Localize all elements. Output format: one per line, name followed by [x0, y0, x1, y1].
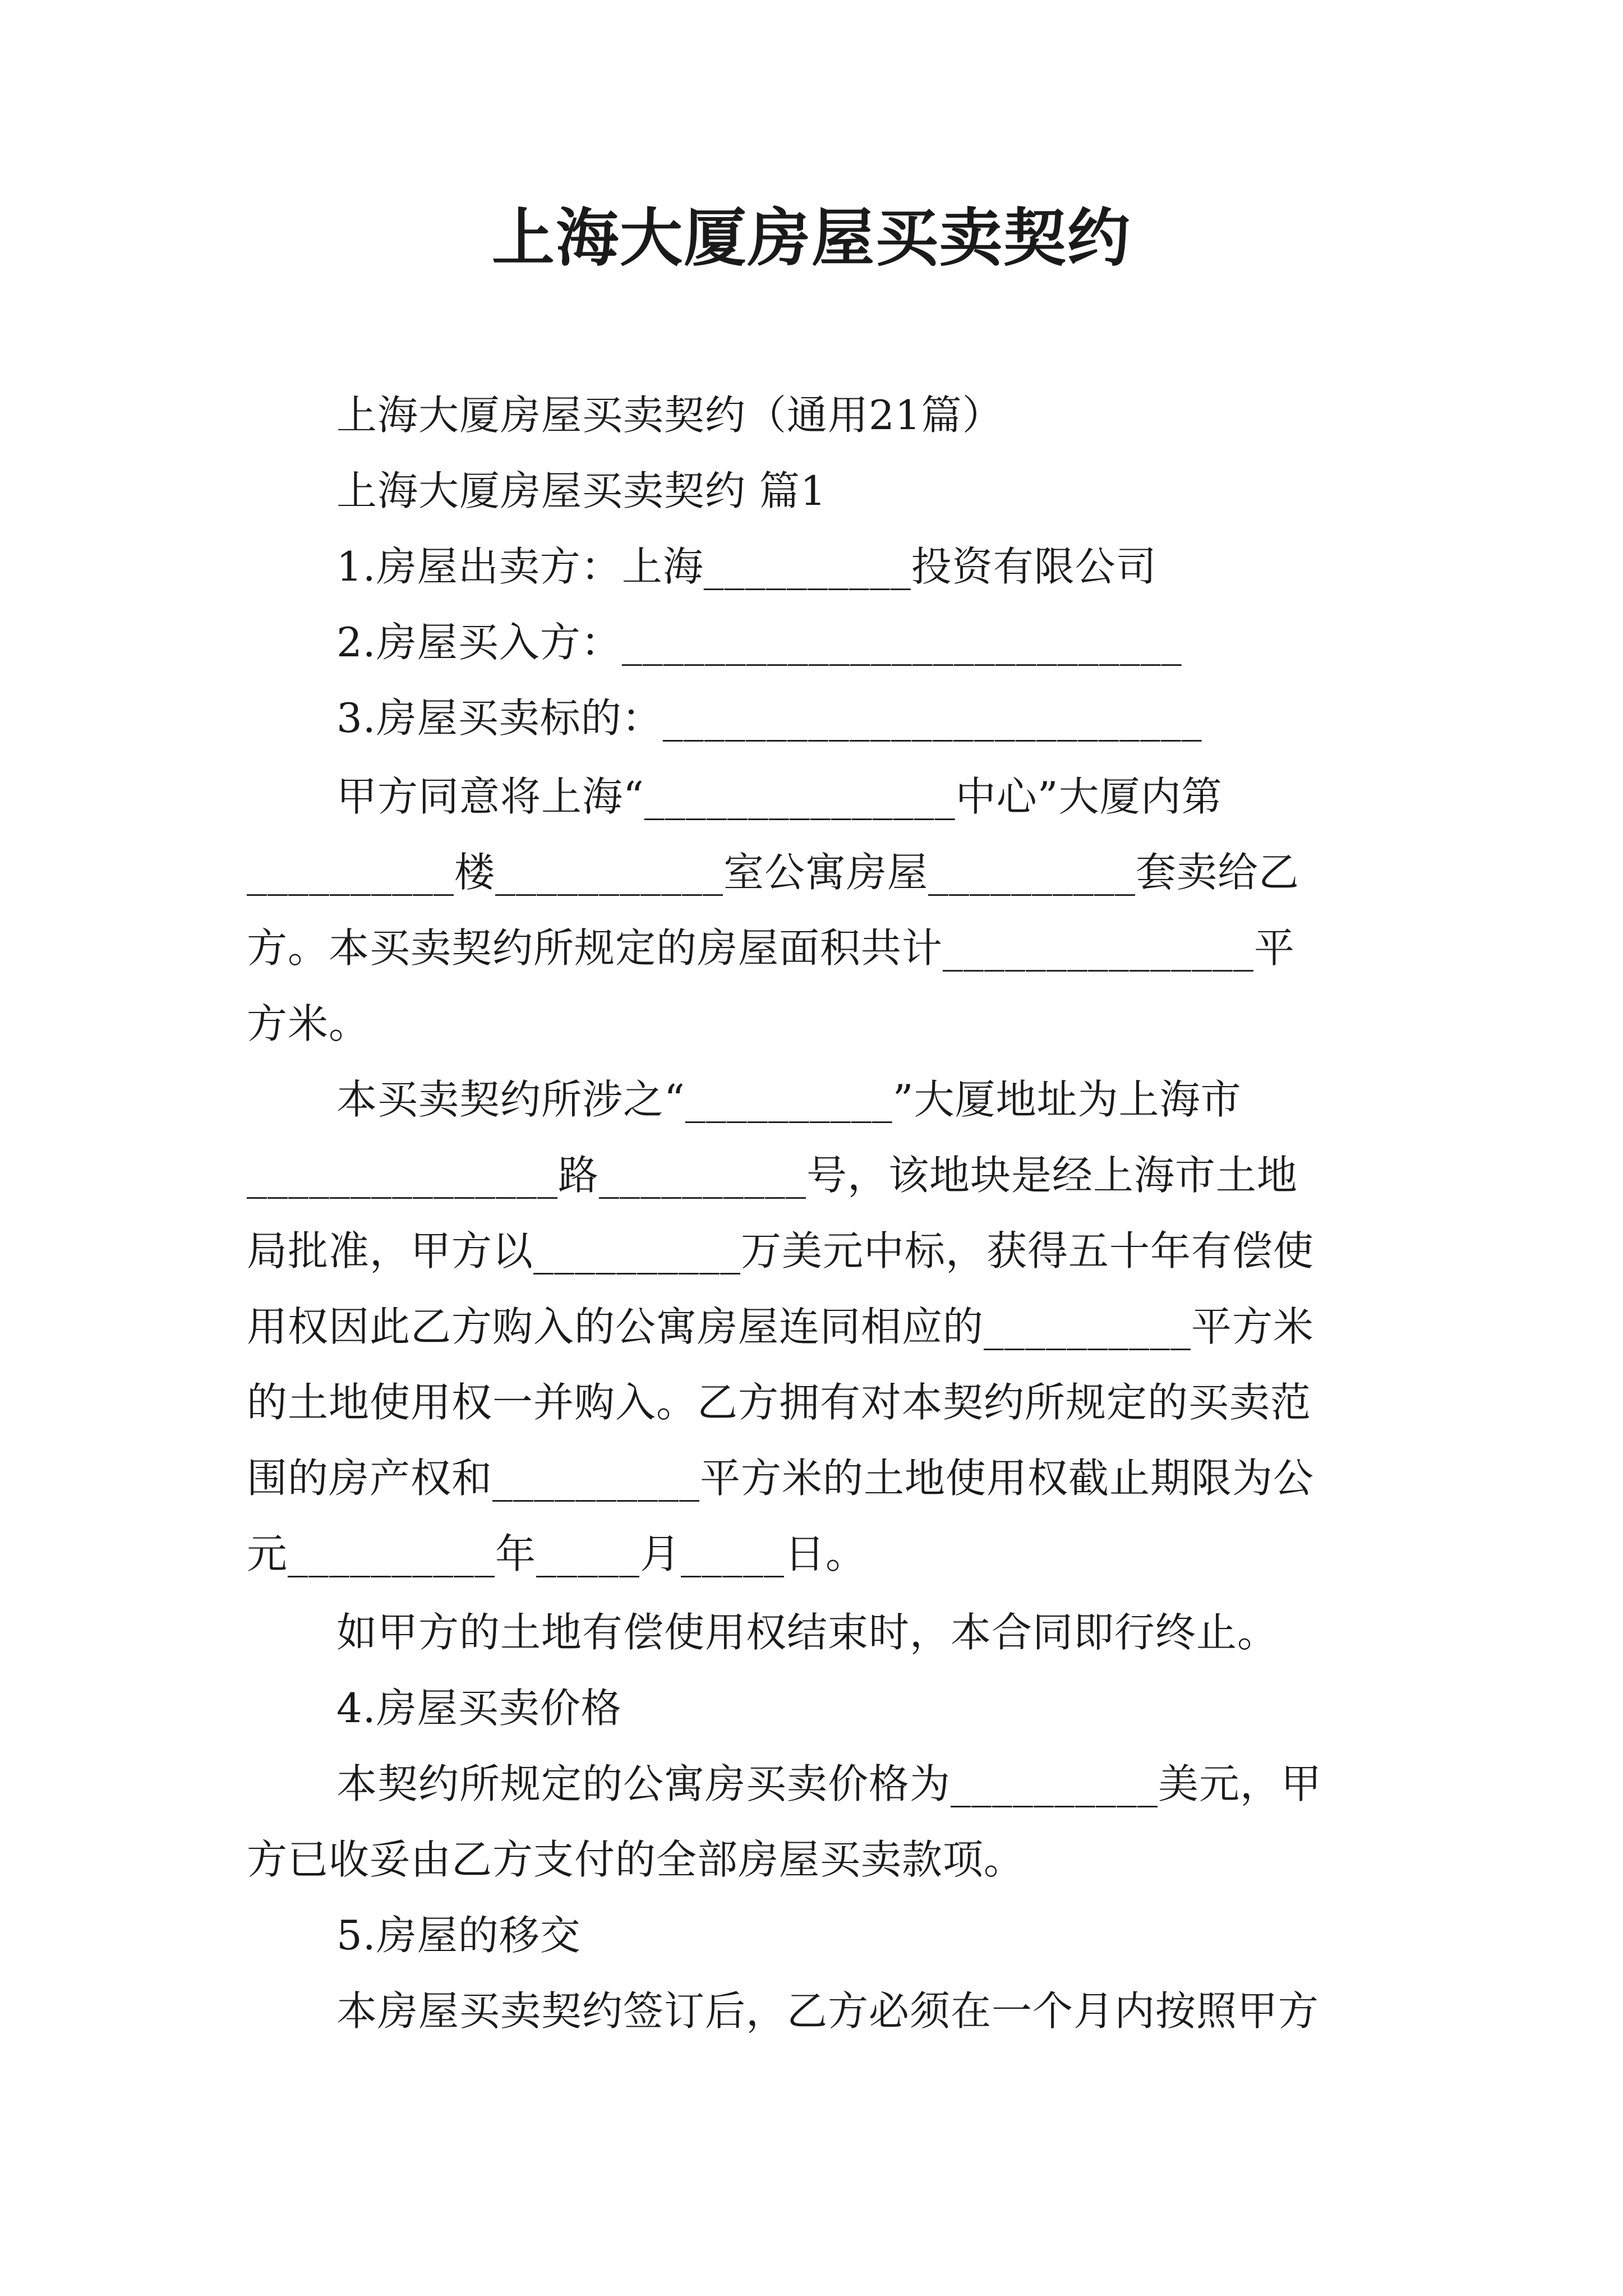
paragraph-line: 的土地使用权一并购入。乙方拥有对本契约所规定的买卖范	[247, 1379, 1312, 1426]
paragraph-line: __________楼___________室公寓房屋__________套卖给乙	[247, 849, 1300, 896]
paragraph-line: 如甲方的土地有偿使用权结束时，本合同即行终止。	[336, 1609, 1279, 1656]
paragraph-line: 本房屋买卖契约签订后，乙方必须在一个月内按照甲方	[336, 1987, 1320, 2035]
section-heading: 5.房屋的移交	[336, 1912, 581, 1959]
section-heading: 4.房屋买卖价格	[336, 1685, 622, 1732]
paragraph-line: 元__________年_____月_____日。	[247, 1530, 867, 1577]
paragraph-line: 本买卖契约所涉之“__________”大厦地址为上海市	[336, 1076, 1242, 1123]
paragraph-line: 局批准，甲方以__________万美元中标，获得五十年有偿使	[247, 1227, 1315, 1274]
paragraph-line: 围的房产权和__________平方米的土地使用权截止期限为公	[247, 1455, 1315, 1502]
clause-buyer: 2.房屋买入方：___________________________	[336, 619, 1182, 666]
paragraph-line: 本契约所规定的公寓房买卖价格为__________美元，甲	[336, 1760, 1322, 1807]
clause-seller: 1.房屋出卖方：上海__________投资有限公司	[336, 543, 1157, 590]
paragraph-line: 方米。	[247, 1000, 370, 1047]
paragraph-line: 用权因此乙方购入的公寓房屋连同相应的__________平方米	[247, 1303, 1315, 1350]
paragraph-line: 甲方同意将上海“_______________中心”大厦内第	[336, 773, 1223, 820]
section-heading: 上海大厦房屋买卖契约 篇1	[336, 467, 827, 514]
subtitle-line: 上海大厦房屋买卖契约（通用21篇）	[336, 392, 1003, 439]
paragraph-line: _______________路__________号，该地块是经上海市土地	[247, 1152, 1298, 1199]
paragraph-line: 方已收妥由乙方支付的全部房屋买卖款项。	[247, 1836, 1025, 1883]
paragraph-line: 方。本买卖契约所规定的房屋面积共计_______________平	[247, 924, 1295, 972]
clause-subject: 3.房屋买卖标的：__________________________	[336, 694, 1202, 742]
document-title: 上海大厦房屋买卖契约	[492, 201, 1131, 275]
